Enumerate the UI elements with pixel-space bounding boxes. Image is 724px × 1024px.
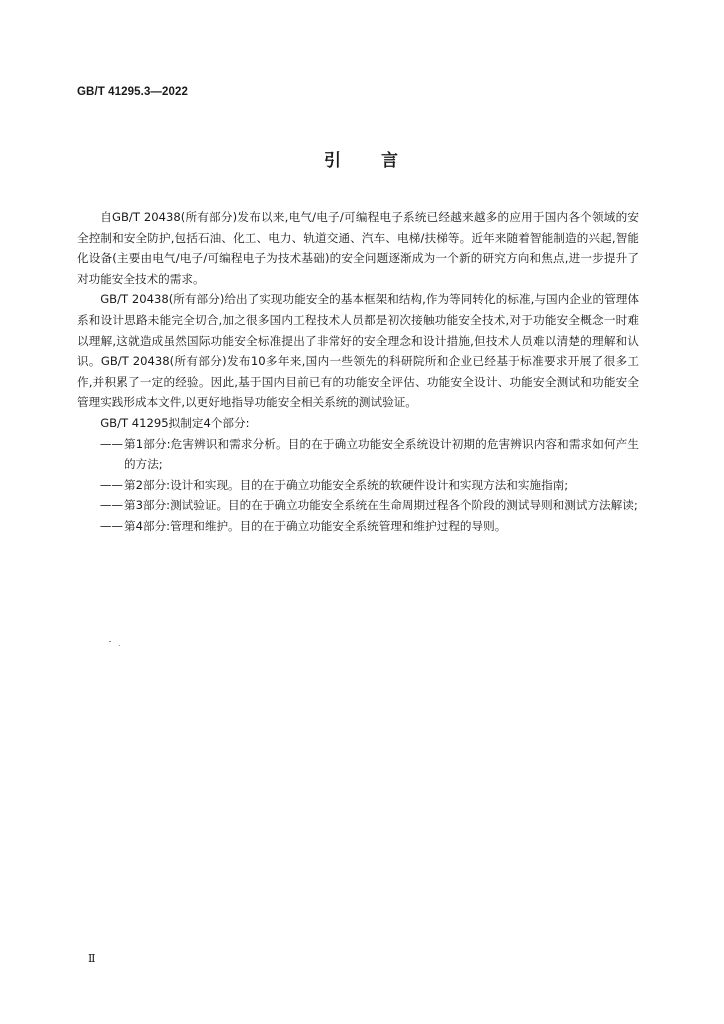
list-item-text: 第4部分:管理和维护。目的在于确立功能安全系统管理和维护过程的导则。 [124,518,507,533]
list-item-part-2 [77,475,639,496]
scan-artifact-mark [109,641,111,642]
list-dash: —— [99,436,123,451]
list-item-text: 第3部分:测试验证。目的在于确立功能安全系统在生命周期过程各个阶段的测试导则和测试方法解读; [124,498,638,513]
list-item-part-1 [77,434,639,475]
list-item-text: 第1部分:危害辨识和需求分析。目的在于确立功能安全系统设计初期的危害辨识内容和需求如何产生的方法; [124,436,639,472]
page-title [0,146,724,171]
introduction-body [77,207,639,537]
page-number: Ⅱ [88,952,96,965]
standard-number-header: GB/T 41295.3—2022 [77,86,189,98]
list-dash: —— [99,498,123,513]
list-dash: —— [99,518,123,533]
list-item-part-4 [77,516,639,537]
title-char-2: 言 [381,151,400,171]
paragraph-background: 自GB/T 20438(所有部分)发布以来,电气/电子/可编程电子系统已经越来越多的应用于国内各个领域的安全控制和安全防护,包括石油、化工、电力、轨道交通、汽车、电梯/扶梯等。近年来随着智能制造的兴起,智能化设备(主要由电气/电子/可编程电子为技术基础)的安全问题逐渐成为一个新的研究方向和焦点,进一步提升了对功能安全技术的需求。 [77,210,639,286]
paragraph-parts-intro: GB/T 41295拟制定4个部分: [100,415,250,430]
list-item-text: 第2部分:设计和实现。目的在于确立功能安全系统的软硬件设计和实现方法和实施指南; [124,477,569,492]
title-char-1: 引 [324,151,343,171]
scan-artifact-mark [119,645,120,646]
paragraph-framework: GB/T 20438(所有部分)给出了实现功能安全的基本框架和结构,作为等同转化的标准,与国内企业的管理体系和设计思路未能完全切合,加之很多国内工程技术人员都是初次接触功能安全技术,对于功能安全概念一时难以理解,这就造成虽然国际功能安全标准提出了非常好的安全理念和设计措施,但技术人员难以清楚的理解和认识。GB/T 20438(所有部分)发布10多年来,国内一些领先的科研院所和企业已经基于标准要求开展了很多工作,并积累了一定的经验。因此,基于国内目前已有的功能安全评估、功能安全设计、功能安全测试和功能安全管理实践形成本文件,以更好地指导功能安全相关系统的测试验证。 [77,292,639,410]
list-dash: —— [99,477,123,492]
list-item-part-3 [77,495,639,516]
